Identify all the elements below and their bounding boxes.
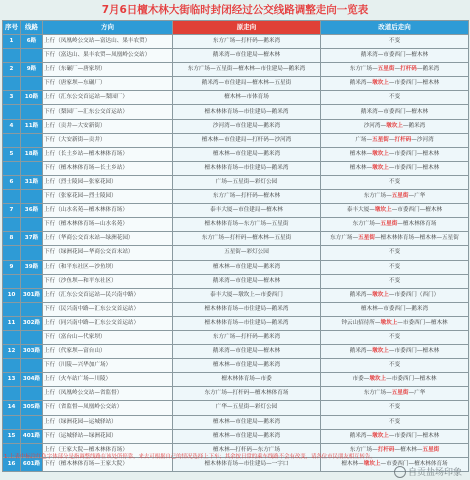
row-line: [21, 359, 43, 373]
table-row: [3, 274, 469, 288]
row-index: [3, 415, 21, 429]
row-original-route: 广华—五星街—彩灯公园: [173, 401, 321, 415]
table-row: [3, 302, 469, 316]
table-row: [3, 119, 469, 133]
row-direction: 下行（张家花园—烈士陵园）: [43, 190, 173, 204]
row-original-route: 东方广场—打杆码—檀木林—五星街: [173, 232, 321, 246]
row-new-route: 东方广场—打杆码—檀木林—五星街: [321, 443, 469, 457]
row-line: 303路: [21, 345, 43, 359]
row-original-route: 东方广场—五星街—檀木林—市住建局—鹅米湾: [173, 63, 321, 77]
row-new-route: 鹅米湾—墩坎上—市委西门（西门）: [321, 288, 469, 302]
table-row: [3, 246, 469, 260]
header-new-route: 改道后走向: [321, 21, 469, 35]
row-original-route: 沙河湾—市住建局—鹅米湾: [173, 119, 321, 133]
table-row: [3, 415, 469, 429]
table-row: [3, 49, 469, 63]
row-new-route: 不变: [321, 415, 469, 429]
row-original-route: 檀木林体育场—市住建局—鹅米湾: [173, 302, 321, 316]
row-line: [21, 190, 43, 204]
row-line: [21, 302, 43, 316]
row-original-route: 鹅米湾—市住建局—檀木林: [173, 274, 321, 288]
row-line: [21, 49, 43, 63]
row-line: 31路: [21, 175, 43, 189]
row-direction: 上行（东碾厂—唐家坝）: [43, 63, 173, 77]
row-index: 6: [3, 175, 21, 189]
row-direction: 上行（凤凰岭公交站—富达山、果丰农贸）: [43, 35, 173, 49]
row-new-route: 东方广场—五星街—广华: [321, 190, 469, 204]
row-index: [3, 246, 21, 260]
watermark: [394, 465, 462, 478]
row-line: 401路: [21, 429, 43, 443]
row-line: 39路: [21, 260, 43, 274]
header-direction: 方向: [43, 21, 173, 35]
row-index: [3, 218, 21, 232]
row-original-route: 檀木林体育场—市住建局—鹅米湾: [173, 161, 321, 175]
row-direction: 上行（和平东社区—沙鱼坝）: [43, 260, 173, 274]
table-row: [3, 63, 469, 77]
row-line: 10路: [21, 91, 43, 105]
row-new-route: 钟云山招待所—墩坎上—市委西门—檀木林: [321, 316, 469, 330]
row-line: [21, 330, 43, 344]
row-line: [21, 387, 43, 401]
row-new-route: 不变: [321, 330, 469, 344]
row-new-route: 不变: [321, 246, 469, 260]
table-row: [3, 316, 469, 330]
row-direction: 下行（富台山—代家坝）: [43, 330, 173, 344]
table-row: [3, 161, 469, 175]
row-new-route: 鹅米湾—市委西门—檀木林: [321, 105, 469, 119]
row-index: 2: [3, 63, 21, 77]
table-row: [3, 373, 469, 387]
row-new-route: 东方广场—五星街—檀木林体育场: [321, 218, 469, 232]
row-direction: 下行（檀木林体育场—长土乡站）: [43, 161, 173, 175]
row-original-route: 鹅米湾—市住建局—檀木林: [173, 49, 321, 63]
row-original-route: 东方广场—打杆码—鹅米湾: [173, 330, 321, 344]
row-index: [3, 77, 21, 91]
row-index: [3, 330, 21, 344]
row-original-route: 东方广场—打杆码—檀木林体育场: [173, 387, 321, 401]
row-direction: 上行（山水名苑—檀木林体育场）: [43, 204, 173, 218]
row-line: 305路: [21, 401, 43, 415]
row-index: 4: [3, 119, 21, 133]
row-line: 6路: [21, 35, 43, 49]
row-new-route: 檀木林—墩坎上—市委西门—檀木林体育场: [321, 457, 469, 471]
row-direction: 上行（凤凰岭公交站—省监督）: [43, 387, 173, 401]
page-title: 7月6日檀木林大街临时封闭经过公交线路调整走向一览表: [101, 4, 369, 16]
header-line: 线路: [21, 21, 43, 35]
row-new-route: 市委—墩坎上—市委西门—檀木林: [321, 373, 469, 387]
row-new-route: 檀木林—墩坎上—市委西门—檀木林: [321, 147, 469, 161]
row-index: [3, 49, 21, 63]
row-original-route: 五星街—彩灯公园: [173, 246, 321, 260]
row-original-route: 檀木林体育场—东方广场—五星街: [173, 218, 321, 232]
row-index: 8: [3, 232, 21, 246]
row-direction: 下行（檀木林体育场—山水名苑）: [43, 218, 173, 232]
row-direction: 上行（华商公交首末站—绿洲花园）: [43, 232, 173, 246]
row-direction: 下行（富达山、果丰农贸—凤凰岭公交站）: [43, 49, 173, 63]
row-direction: 上行（王家大院—檀木林体育场）: [43, 443, 173, 457]
row-direction: 上行（长土乡站—檀木林体育场）: [43, 147, 173, 161]
row-direction: 下行（省监督—凤凰岭公交站）: [43, 401, 173, 415]
row-direction: 上行（火车站广场—川陵）: [43, 373, 173, 387]
row-new-route: 东方广场—五星街—打杆码—鹅米湾: [321, 63, 469, 77]
row-original-route: 檀木林体育场—市住建局—一字口: [173, 457, 321, 471]
row-direction: 下行（大安新街—贡井）: [43, 133, 173, 147]
table-row: [3, 401, 469, 415]
row-line: [21, 246, 43, 260]
row-direction: 下行（檀木林体育场—王家大院）: [43, 457, 173, 471]
row-new-route: 不变: [321, 35, 469, 49]
row-index: 5: [3, 147, 21, 161]
row-direction: 上行（汇东公交首运站—梨园厂）: [43, 91, 173, 105]
row-index: [3, 302, 21, 316]
row-original-route: 泰丰大厦—市住建局—檀木林: [173, 204, 321, 218]
row-new-route: 不变: [321, 260, 469, 274]
row-original-route: 檀木林体育场—市住建局—鹅米湾: [173, 316, 321, 330]
table-row: [3, 260, 469, 274]
table-row: [3, 429, 469, 443]
table-row: [3, 133, 469, 147]
row-new-route: 沙河湾—墩坎上—鹅米湾: [321, 119, 469, 133]
row-direction: 下行（唐家坝—东碾厂）: [43, 77, 173, 91]
row-new-route: 东方广场—五星街—檀木林体育场—檀木林—五星街: [321, 232, 469, 246]
row-index: 11: [3, 316, 21, 330]
row-new-route: 鹅米湾—墩坎上—市委西门—檀木林: [321, 345, 469, 359]
row-original-route: 檀木林—打杆码—东方广场: [173, 443, 321, 457]
row-new-route: 鹅米湾—墩坎上—市委西门—檀木林: [321, 429, 469, 443]
row-new-route: 鹅米湾—市委西门—檀木林: [321, 49, 469, 63]
table-row: [3, 77, 469, 91]
row-original-route: 泰丰大厦—墩坎上—市委西门: [173, 288, 321, 302]
row-new-route: 不变: [321, 175, 469, 189]
row-index: [3, 387, 21, 401]
row-original-route: 檀木林—市住建局—鹅米湾: [173, 429, 321, 443]
row-line: [21, 161, 43, 175]
row-new-route: 不变: [321, 274, 469, 288]
table-row: [3, 35, 469, 49]
row-original-route: 檀木林—市住建局—鹅米湾: [173, 415, 321, 429]
table-row: [3, 387, 469, 401]
watermark-text: 自贡盐场印象: [407, 468, 462, 478]
row-line: 301路: [21, 288, 43, 302]
row-direction: 下行（民兴南中路—汇东公交首运站）: [43, 302, 173, 316]
row-new-route: 鹅米湾—墩坎上—市委西门—檀木林: [321, 77, 469, 91]
table-row: [3, 190, 469, 204]
row-index: 13: [3, 373, 21, 387]
row-index: [3, 274, 21, 288]
row-original-route: 檀木林体育场—市委: [173, 373, 321, 387]
row-index: 1: [3, 35, 21, 49]
table-row: [3, 91, 469, 105]
row-original-route: 檀木林—市住建局—鹅米湾: [173, 260, 321, 274]
row-line: [21, 133, 43, 147]
row-direction: 下行（川陵—兴华加广场）: [43, 359, 173, 373]
row-line: 36路: [21, 204, 43, 218]
row-original-route: 广场—五星街—彩灯公园: [173, 175, 321, 189]
row-index: 12: [3, 345, 21, 359]
row-line: 18路: [21, 147, 43, 161]
row-direction: 上行（代家坝—富台山）: [43, 345, 173, 359]
table-row: [3, 147, 469, 161]
route-table: [2, 20, 469, 472]
row-line: 302路: [21, 316, 43, 330]
row-direction: 下行（梨园厂—汇东公交首运站）: [43, 105, 173, 119]
table-header: [3, 21, 469, 35]
table-row: [3, 345, 469, 359]
row-index: 15: [3, 429, 21, 443]
row-line: [21, 77, 43, 91]
row-index: [3, 105, 21, 119]
row-direction: 上行（绿洲花园—运城驿站）: [43, 415, 173, 429]
table-row: [3, 204, 469, 218]
row-new-route: 不变: [321, 359, 469, 373]
row-line: 11路: [21, 119, 43, 133]
table-row: [3, 175, 469, 189]
row-new-route: 泰丰大厦—墩坎上—市委西门—檀木林: [321, 204, 469, 218]
table-row: [3, 288, 469, 302]
table-row: [3, 359, 469, 373]
row-line: [21, 274, 43, 288]
row-line: 37路: [21, 232, 43, 246]
row-original-route: 檀木林—市住建局—打杆码—沙河湾: [173, 133, 321, 147]
row-new-route: 檀木林—市委西门—鹅米湾: [321, 302, 469, 316]
row-index: 7: [3, 204, 21, 218]
row-original-route: 檀木林—市体育场: [173, 91, 321, 105]
row-line: 9路: [21, 63, 43, 77]
row-direction: 下行（绿洲花园—华商公交首末站）: [43, 246, 173, 260]
row-original-route: 鹅米湾—市住建局—檀木林: [173, 345, 321, 359]
row-index: [3, 190, 21, 204]
row-new-route: 檀木林—墩坎上—市委西门—檀木林: [321, 161, 469, 175]
row-new-route: 广场—五星街—打杆码—沙河湾: [321, 133, 469, 147]
row-index: 3: [3, 91, 21, 105]
row-original-route: 鹅米湾—市住建局—檀木林—五星街: [173, 77, 321, 91]
row-original-route: 檀木林—市住建局—鹅米湾: [173, 147, 321, 161]
row-direction: 下行（沙鱼坝—和平东社区）: [43, 274, 173, 288]
table-row: [3, 105, 469, 119]
row-line: [21, 105, 43, 119]
table-row: [3, 232, 469, 246]
row-index: 10: [3, 288, 21, 302]
row-new-route: 东方广场—五星街—广华: [321, 387, 469, 401]
row-index: [3, 161, 21, 175]
header-original-route: 原走向: [173, 21, 321, 35]
row-line: [21, 218, 43, 232]
row-direction: 下行（运城驿站—绿洲花园）: [43, 429, 173, 443]
row-direction: 上行（汇东公交首运站—民兴南中路）: [43, 288, 173, 302]
row-original-route: 檀木林—市住建局—鹅米湾: [173, 359, 321, 373]
row-original-route: 东方广场—打杆码—檀木林: [173, 190, 321, 204]
row-index: [3, 133, 21, 147]
row-original-route: 檀木林体育场—市住建局—鹅米湾: [173, 105, 321, 119]
row-line: [21, 415, 43, 429]
header-index: 序号: [3, 21, 21, 35]
wechat-icon: [394, 466, 406, 478]
table-row: [3, 218, 469, 232]
row-line: 304路: [21, 373, 43, 387]
footnote: 1.上表中标注红色字体部分是指调整线路在该处所停靠，来去可根据自己的情况选择上下车；其余按日常的乘车线路不会有改变，请各位市民朋友相互转告。: [4, 454, 376, 460]
row-direction: 上行（同兴南中路—汇东公交首运站）: [43, 316, 173, 330]
row-direction: 上行（烈士陵园—张家花园）: [43, 175, 173, 189]
row-index: [3, 359, 21, 373]
row-index: 16: [3, 457, 21, 471]
row-direction: 上行（贡井—大安新街）: [43, 119, 173, 133]
row-new-route: 不变: [321, 91, 469, 105]
table-row: [3, 330, 469, 344]
row-line: 601路: [21, 457, 43, 471]
row-new-route: 不变: [321, 401, 469, 415]
row-original-route: 东方广场—打杆码—鹅米湾: [173, 35, 321, 49]
row-index: 14: [3, 401, 21, 415]
row-index: 9: [3, 260, 21, 274]
